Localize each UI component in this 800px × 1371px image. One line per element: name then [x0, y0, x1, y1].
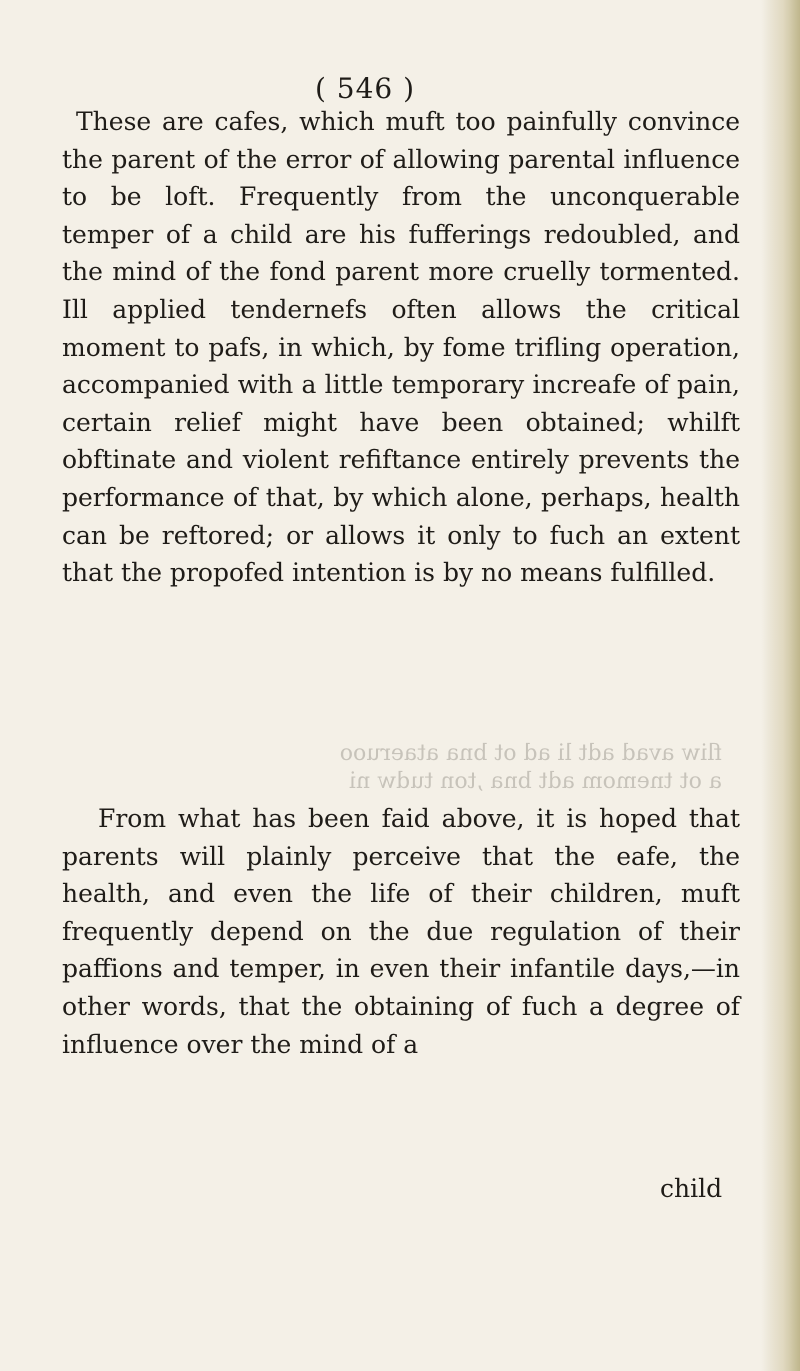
show-through-line-2: a ot tnemom adt bna ,ton tudw ni — [349, 769, 722, 794]
catchword: child — [660, 1174, 723, 1203]
page-number: ( 546 ) — [314, 72, 416, 105]
paragraph-2: From what has been faid above, it is hoped that parents will plainly perceive that the eafe, the health, and even the life of their children, muft frequently depend on the due regulation of their paffions and temper, in even their infantile days,—in other words, that the obtaining of fuch a degree of influence over the mind of a — [62, 804, 740, 1059]
show-through-text — [62, 740, 722, 796]
show-through-line-1: fliw avad adt li ad ot bna ataeruoo — [339, 741, 722, 766]
page-edge-shading — [762, 0, 800, 1371]
paragraph-1: These are cafes, which muft too painfully convince the parent of the error of allowing parental influence to be loft. Frequently from the unconquerable temper of a child are his fufferings redoubled, and the mind of the fond parent more cruelly tormented. Ill applied tendernefs often allows the critical moment to pafs, in which, by fome trifling operation, accompanied with a little temporary increafe of pain, certain relief might have been obtained; whilft obftinate and violent refiftance entirely prevents the performance of that, by which alone, perhaps, health can be reftored; or allows it only to fuch an extent that the propofed intention is by no means fulfilled. — [62, 107, 740, 588]
